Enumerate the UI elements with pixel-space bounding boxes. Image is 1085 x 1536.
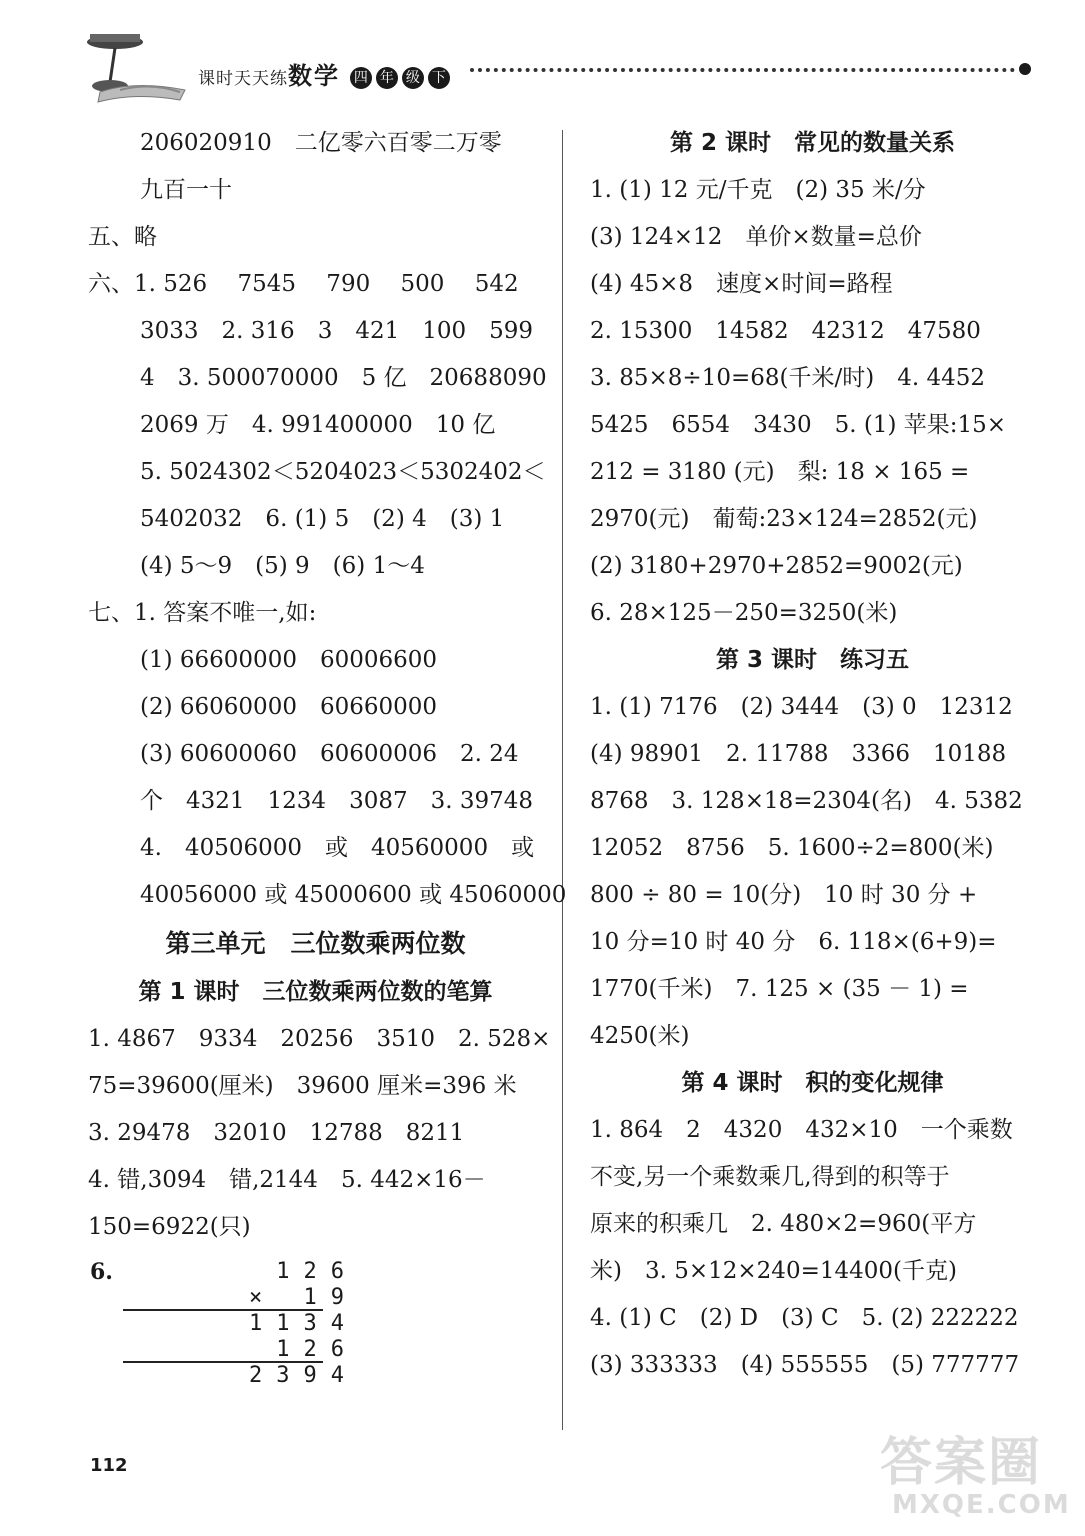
- section-heading: 第 2 课时 常见的数量关系: [669, 130, 956, 156]
- answer-line: 1. 864 2 4320 432×10 一个乘数: [590, 1117, 1013, 1143]
- answer-line: 2. 15300 14582 42312 47580: [590, 318, 981, 344]
- answer-line: 800 ÷ 80 = 10(分) 10 时 30 分 +: [590, 882, 978, 908]
- answer-line: 2970(元) 葡萄:23×124=2852(元): [590, 506, 978, 532]
- answer-line: 8768 3. 128×18=2304(名) 4. 5382: [590, 788, 1023, 814]
- answer-line: 4. 错,3094 错,2144 5. 442×16－: [88, 1167, 486, 1193]
- multiplication-row: 1134: [249, 1311, 358, 1336]
- answer-line: 六、1. 526 7545 790 500 542: [88, 271, 519, 297]
- header-rule-end-dot: [1019, 63, 1031, 75]
- multiplication-rule: [123, 1309, 323, 1311]
- answer-line: 6. 28×125－250=3250(米): [590, 600, 898, 626]
- section-heading: 第三单元 三位数乘两位数: [165, 929, 466, 958]
- answer-line: 米) 3. 5×12×240=14400(千克): [590, 1258, 957, 1284]
- answer-line: 75=39600(厘米) 39600 厘米=396 米: [88, 1073, 517, 1099]
- answer-line: 212 = 3180 (元) 梨: 18 × 165 =: [590, 459, 970, 485]
- answer-line: 五、略: [88, 224, 157, 250]
- answer-line: 九百一十: [140, 177, 232, 203]
- answer-line: (4) 98901 2. 11788 3366 10188: [590, 741, 1007, 767]
- answer-line: 4. (1) C (2) D (3) C 5. (2) 222222: [590, 1305, 1019, 1331]
- answer-line: 1. 4867 9334 20256 3510 2. 528×: [88, 1026, 551, 1052]
- answer-line: (2) 66060000 60660000: [140, 694, 438, 720]
- desk-lamp-book-logo: [80, 20, 190, 105]
- term-badge: 下: [428, 67, 450, 89]
- answer-line: 2069 万 4. 991400000 10 亿: [140, 412, 496, 438]
- answer-line: 1770(千米) 7. 125 × (35 － 1) =: [590, 976, 969, 1002]
- level-badge: 级: [402, 67, 424, 89]
- year-badge: 年: [376, 67, 398, 89]
- answer-line: 3033 2. 316 3 421 100 599: [140, 318, 534, 344]
- answer-line: (3) 124×12 单价×数量=总价: [590, 224, 922, 250]
- section-heading: 第 1 课时 三位数乘两位数的笔算: [138, 979, 493, 1005]
- answer-line: 5402032 6. (1) 5 (2) 4 (3) 1: [140, 506, 505, 532]
- answer-line: 3. 29478 32010 12788 8211: [88, 1120, 465, 1146]
- answer-line: (3) 60600060 60600006 2. 24: [140, 741, 519, 767]
- answer-line: (1) 66600000 60006600: [140, 647, 438, 673]
- answer-line: 206020910 二亿零六百零二万零: [140, 130, 502, 156]
- answer-line: 七、1. 答案不唯一,如:: [88, 600, 317, 626]
- section-heading: 第 4 课时 积的变化规律: [681, 1070, 944, 1096]
- multiplication-row: 126: [276, 1259, 358, 1284]
- answer-line: 10 分=10 时 40 分 6. 118×(6+9)=: [590, 929, 997, 955]
- answer-line: 4. 40506000 或 40560000 或: [140, 835, 535, 861]
- answer-line: 3. 85×8÷10=68(千米/时) 4. 4452: [590, 365, 985, 391]
- answer-line: 5. 5024302＜5204023＜5302402＜: [140, 459, 546, 485]
- multiplication-row: 2394: [249, 1363, 358, 1388]
- answer-line: 1. (1) 7176 (2) 3444 (3) 0 12312: [590, 694, 1013, 720]
- page-header: [0, 0, 1085, 110]
- answer-line: (2) 3180+2970+2852=9002(元): [590, 553, 963, 579]
- vertical-multiplication: [88, 1259, 543, 1409]
- answer-line: 12052 8756 5. 1600÷2=800(米): [590, 835, 994, 861]
- right-column: [590, 120, 1035, 1389]
- answer-line: (4) 5～9 (5) 9 (6) 1～4: [140, 553, 425, 579]
- header-subject: 数学: [288, 62, 340, 90]
- answer-line: 40056000 或 45000600 或 45060000: [140, 882, 567, 908]
- answer-line: 4250(米): [590, 1023, 690, 1049]
- header-series: 课时天天练: [198, 69, 288, 89]
- multiplication-row: 126: [276, 1337, 358, 1362]
- watermark-logo: 答案圈 MXQE.COM: [880, 1433, 1071, 1520]
- answer-line: 不变,另一个乘数乘几,得到的积等于: [590, 1164, 950, 1190]
- answer-line: 个 4321 1234 3087 3. 39748: [140, 788, 534, 814]
- left-column: [88, 120, 567, 1409]
- problem-number: 6.: [90, 1259, 113, 1285]
- answer-line: (3) 333333 (4) 555555 (5) 777777: [590, 1352, 1020, 1378]
- column-divider: [562, 130, 563, 1430]
- answer-line: 1. (1) 12 元/千克 (2) 35 米/分: [590, 177, 926, 203]
- answer-line: 5425 6554 3430 5. (1) 苹果:15×: [590, 412, 1007, 438]
- answer-line: 4 3. 500070000 5 亿 20688090: [140, 365, 547, 391]
- answer-line: (4) 45×8 速度×时间=路程: [590, 271, 893, 297]
- header-title: [198, 56, 450, 91]
- grade-badge: 四: [350, 67, 372, 89]
- page-number: 112: [90, 1455, 128, 1476]
- answer-line: 150=6922(只): [88, 1214, 251, 1240]
- multiplication-row: × 19: [249, 1285, 358, 1310]
- header-dotted-rule: [470, 68, 1015, 72]
- answer-line: 原来的积乘几 2. 480×2=960(平方: [590, 1211, 977, 1237]
- section-heading: 第 3 课时 练习五: [715, 647, 910, 673]
- multiplication-rule: [123, 1361, 323, 1363]
